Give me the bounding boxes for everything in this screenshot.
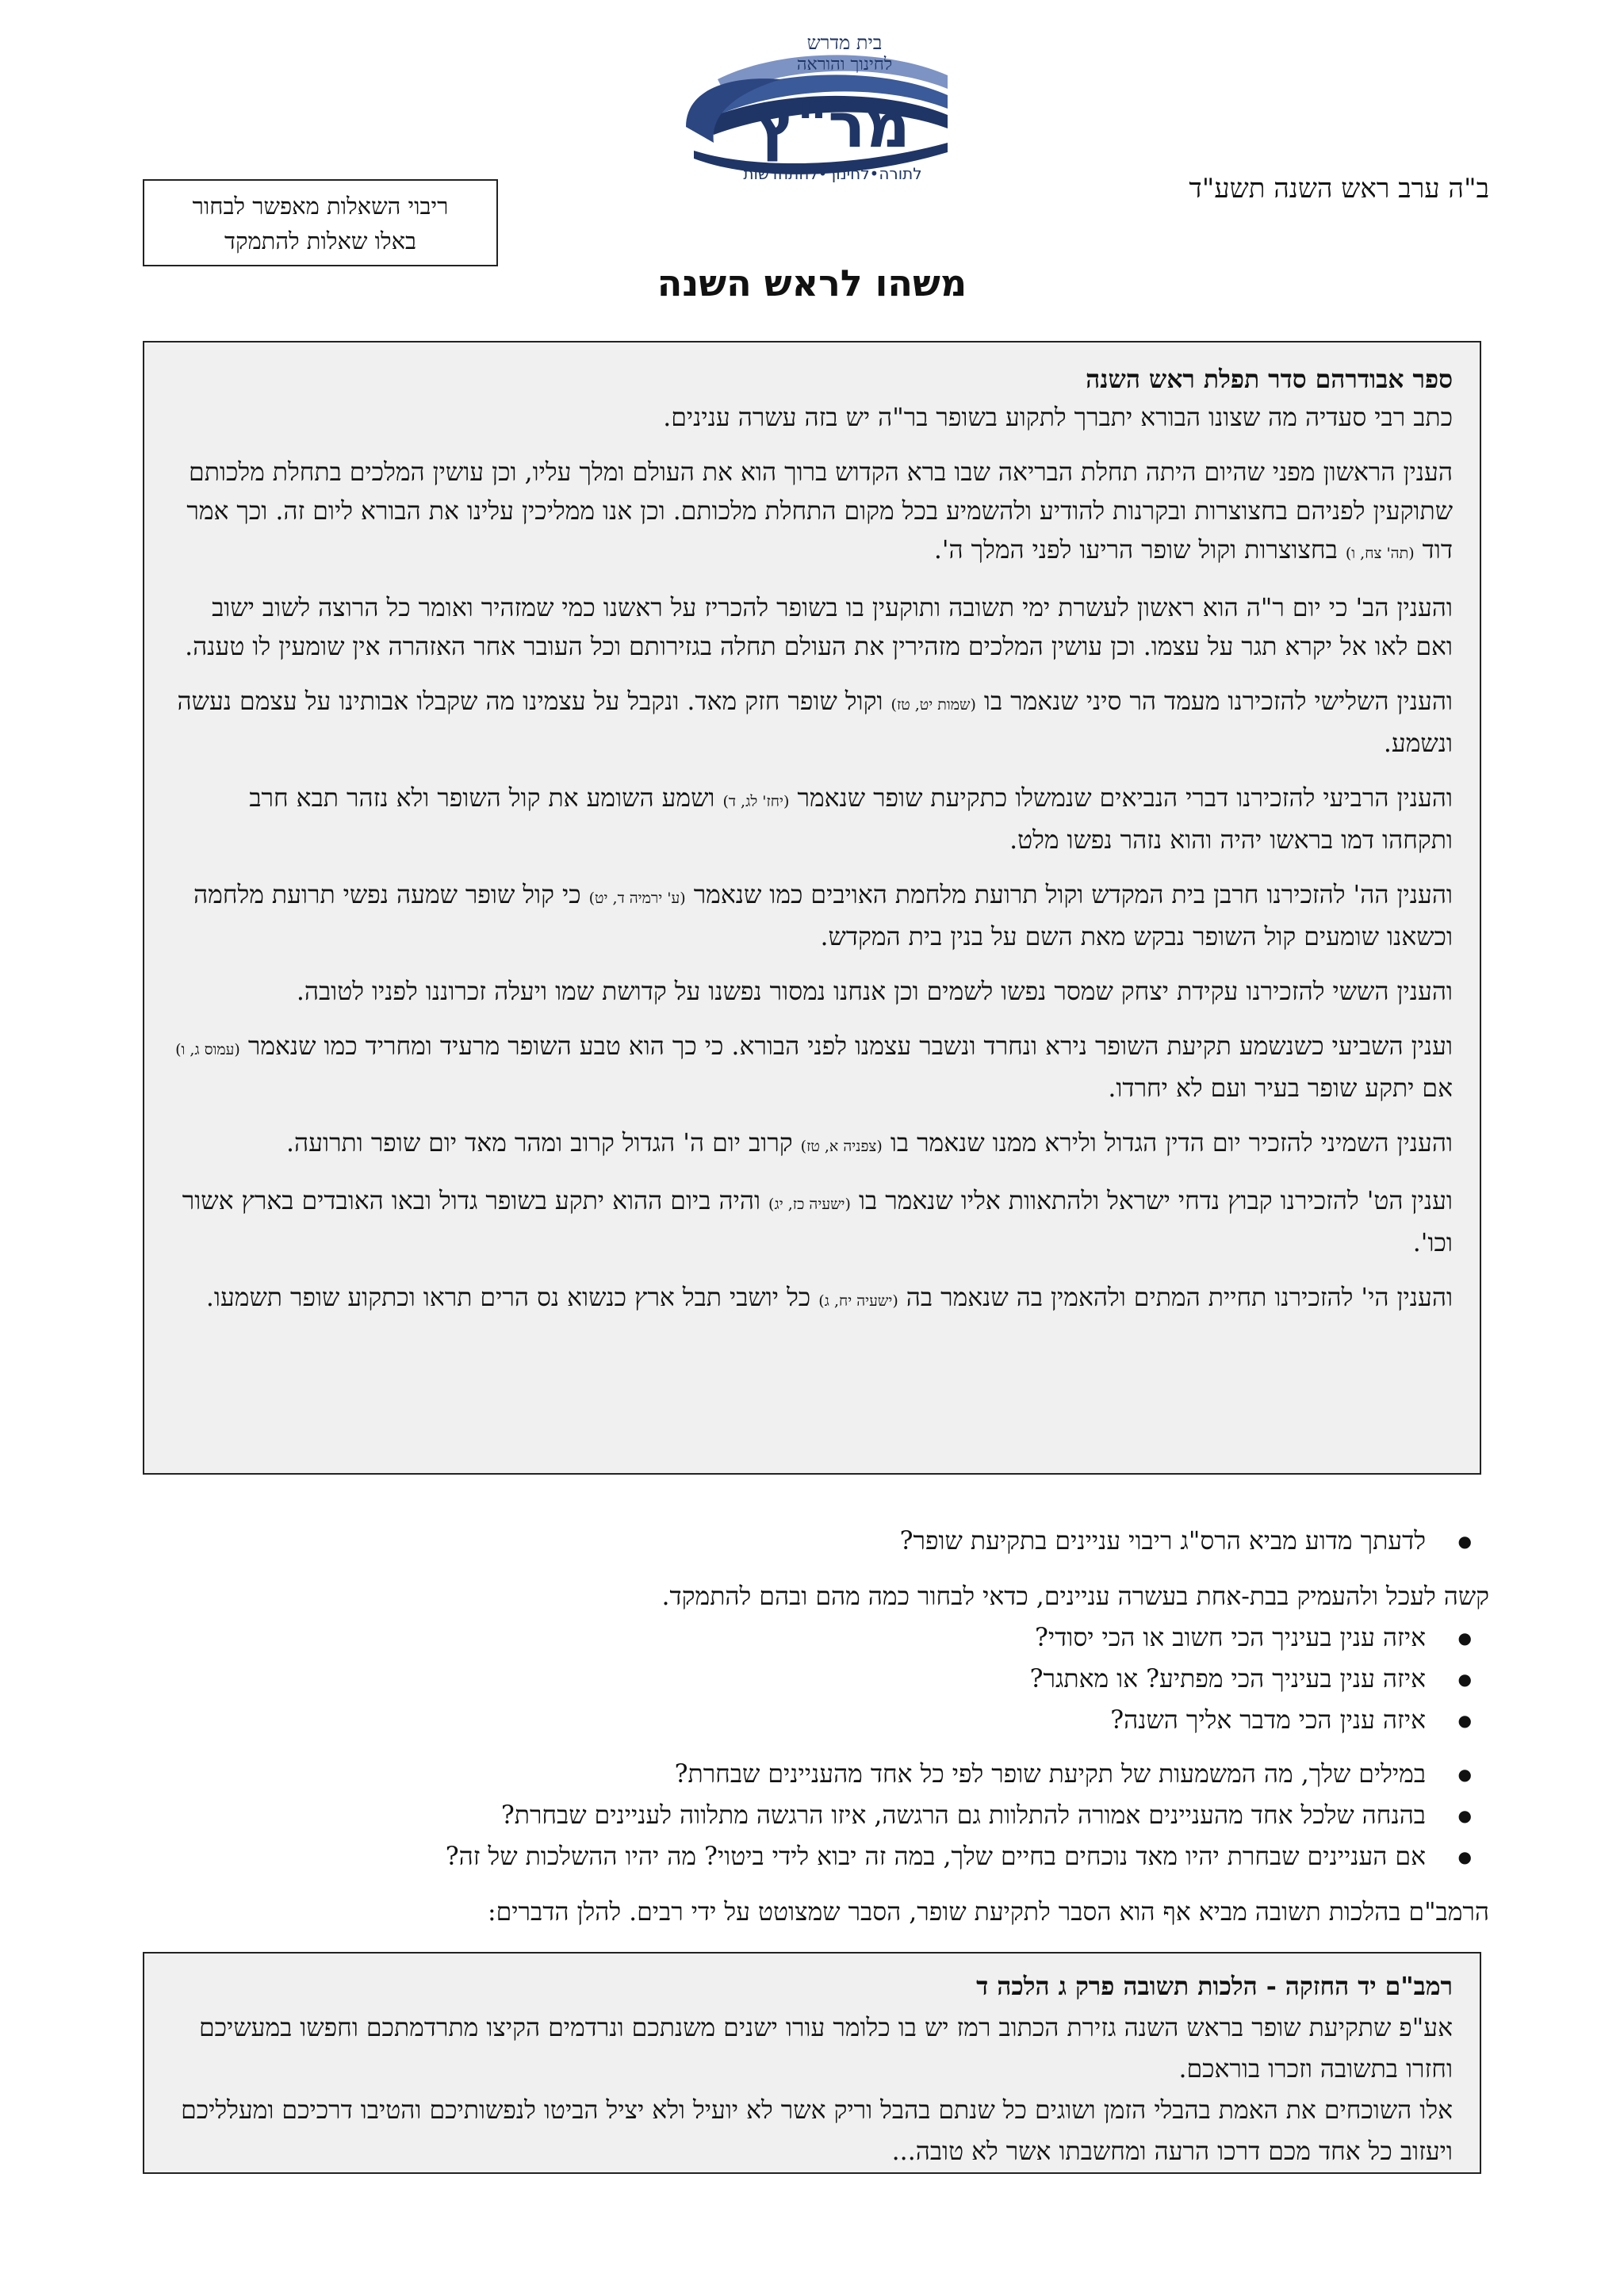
reason-1: הענין הראשון מפני שהיום היתה תחלת הבריאה שבו ברא הקדוש ברוך הוא את העולם ומלך עליו, וכן עושין המלכים בתחלת מלכותם שתוקעין לפניהם בחצוצרות ובקרנות להודיע ולהשמיע בכל מקום התחלת מלכותם. וכן אנו ממליכין עלינו את הבורא ליום זה. וכך אמר דוד (תה' צח, ו) בחצוצרות וקול שופר הריעו לפני המלך ה'. [186, 458, 1453, 564]
reason-4: והענין הרביעי להזכירנו דברי הנביאים שנמשלו כתקיעת שופר שנאמר (יחז' לג, ד) ושמע השומע את קול השופר ולא נזהר תבא חרב ותקחהו דמו בראשו יהיה והוא נזהר נפשו מלט. [249, 784, 1453, 855]
sub-question-2: ● איזה ענין בעיניך הכי מפתיע? או מאתגר? [143, 1659, 1489, 1700]
sub-question-3: ● איזה ענין הכי מדבר אליך השנה? [143, 1700, 1489, 1741]
citation: (יחז' לג, ד) [722, 793, 790, 810]
logo-line-1: בית מדרש [806, 32, 883, 54]
reason-5: והענין הה' להזכירנו חרבן בית המקדש וקול תרועת מלחמת האויבים כמו שנאמר (ע' ירמיה ד, יט) כי קול שופר שמעה נפשי תרועת מלחמה וכשאנו שומעים קול השופר נבקש מאת השם על בנין בית המקדש. [193, 881, 1453, 951]
citation: (ישעיה יח, ג) [818, 1292, 898, 1310]
rambam-lead: הרמב"ם בהלכות תשובה מביא אף הוא הסבר לתקיעת שופר, הסבר שמצוטט על ידי רבים. להלן הדברים: [488, 1898, 1489, 1927]
logo-name: מר"ץ [755, 90, 910, 162]
logo-graphic [662, 32, 963, 190]
citation: (תה' צח, ו) [1345, 545, 1415, 562]
abudarham-source-box [143, 341, 1481, 1475]
institute-logo [662, 32, 963, 190]
rambam-text-2: אלו השוכחים את האמת בהבלי הזמן ושוגים כל שנתם בהבל וריק אשר לא יועיל ולא יציל הביטו לנפשותיכם והטיבו דרכיכם ומעלליכם ויעזוב כל אחד מכם דרכו הרעה ומחשבתו אשר לא טובה... [181, 2096, 1453, 2166]
reason-9: וענין הט' להזכירנו קבוץ נדחי ישראל ולהתאוות אליו שנאמר בו (ישעיה כז, יג) והיה ביום ההוא יתקע בשופר גדול ובאו האובדים בארץ אשור וכו'. [182, 1187, 1453, 1257]
citation: (עמוס ג, ו) [175, 1041, 240, 1058]
rambam-text-1: אע"פ שתקיעת שופר בראש השנה גזירת הכתוב רמז יש בו כלומר עורו ישנים משנתכם ונרדמים הקיצו מתרדמתכם וחפשו במעשיכם וחזרו בתשובה וזכרו בוראכם. [199, 2014, 1453, 2084]
question-2: ● במילים שלך, מה המשמעות של תקיעת שופר לפי כל אחד מהעניינים שבחרת? [143, 1754, 1489, 1795]
rambam-title: רמב"ם יד החזקה - הלכות תשובה פרק ג הלכה ד [976, 1972, 1453, 2001]
source-intro: כתב רבי סעדיה מה שצונו הבורא יתברך לתקוע בשופר בר"ה יש בזה עשרה ענינים. [663, 404, 1453, 432]
citation: (שמות יט, טז) [891, 696, 976, 714]
rambam-source-box [143, 1952, 1481, 2174]
note-line-1: ריבוי השאלות מאפשר לבחור [192, 193, 449, 220]
citation: (צפניה א, טז) [800, 1138, 883, 1155]
reason-10: והענין הי' להזכירנו תחיית המתים ולהאמין בה שנאמר בה (ישעיה יח, ג) כל יושבי תבל ארץ כנשוא נס הרים תראו וכתקוע שופר תשמעו. [205, 1284, 1453, 1312]
sub-question-list [143, 1617, 1489, 1741]
reason-3: והענין השלישי להזכירנו מעמד הר סיני שנאמר בו (שמות יט, טז) וקול שופר חזק מאד. ונקבל על עצמינו מה שקבלו אבותינו על עצמם נעשה ונשמע. [177, 687, 1453, 758]
question-1: ● לדעתך מדוע מביא הרס"ג ריבוי עניינים בתקיעת שופר? [143, 1521, 1489, 1562]
logo-tagline: לתורה•לחינוך•להתחדשות [743, 164, 922, 183]
question-list-2 [143, 1754, 1489, 1877]
question-3: ● בהנחה שלכל אחד מהעניינים אמורה להתלוות גם הרגשה, איזו הרגשה מתלווה לעניינים שבחרת? [143, 1795, 1489, 1836]
reason-2: והענין הב' כי יום ר"ה הוא ראשון לעשרת ימי תשובה ותוקעין בו בשופר להכריז על ראשנו כמי שמזהיר ואומר כל הרוצה לשוב ישוב ואם לאו אל יקרא תגר על עצמו. וכן עושין המלכים מזהירין את העולם תחלה בגזירותם וכל העובר אחר האזהרה אין שומעין לו טענה. [185, 594, 1453, 661]
note-line-2: באלו שאלות להתמקד [224, 228, 416, 254]
source-title: ספר אבודרהם סדר תפלת ראש השנה [1086, 365, 1453, 394]
question-list-1 [143, 1521, 1489, 1562]
logo-line-2: לחינוך והוראה [796, 55, 893, 75]
reason-8: והענין השמיני להזכיר יום הדין הגדול ולירא ממנו שנאמר בו (צפניה א, טז) קרוב יום ה' הגדול קרוב ומהר מאד יום שופר ותרועה. [286, 1129, 1453, 1158]
reason-6: והענין הששי להזכירנו עקידת יצחק שמסר נפשו לשמים וכן אנחנו נמסור נפשנו על קדושת שמו ויעלה זכרוננו לפניו לטובה. [296, 978, 1453, 1006]
note-box [143, 179, 498, 266]
question-4: ● אם העניינים שבחרת יהיו מאד נוכחים בחיים שלך, במה זה יבוא לידי ביטוי? מה יהיו ההשלכות של זה? [143, 1836, 1489, 1877]
focus-lead: קשה לעכל ולהעמיק בבת-אחת בעשרה עניינים, כדאי לבחור כמה מהם ובהם להתמקד. [661, 1582, 1489, 1611]
sub-question-1: ● איזה ענין בעיניך הכי חשוב או הכי יסודי? [143, 1617, 1489, 1659]
citation: (ישעיה כז, יג) [768, 1196, 851, 1213]
citation: (ע' ירמיה ד, יט) [588, 890, 686, 907]
reason-7: וענין השביעי כשנשמע תקיעת השופר נירא ונחרד ונשבר עצמנו לפני הבורא. כי כך הוא טבע השופר מרעיד ומחריד כמו שנאמר (עמוס ג, ו) אם יתקע שופר בעיר ועם לא יחרדו. [175, 1032, 1453, 1103]
document-date: ב"ה ערב ראש השנה תשע"ד [1189, 173, 1489, 205]
page-title: משהו לראש השנה [657, 262, 967, 304]
